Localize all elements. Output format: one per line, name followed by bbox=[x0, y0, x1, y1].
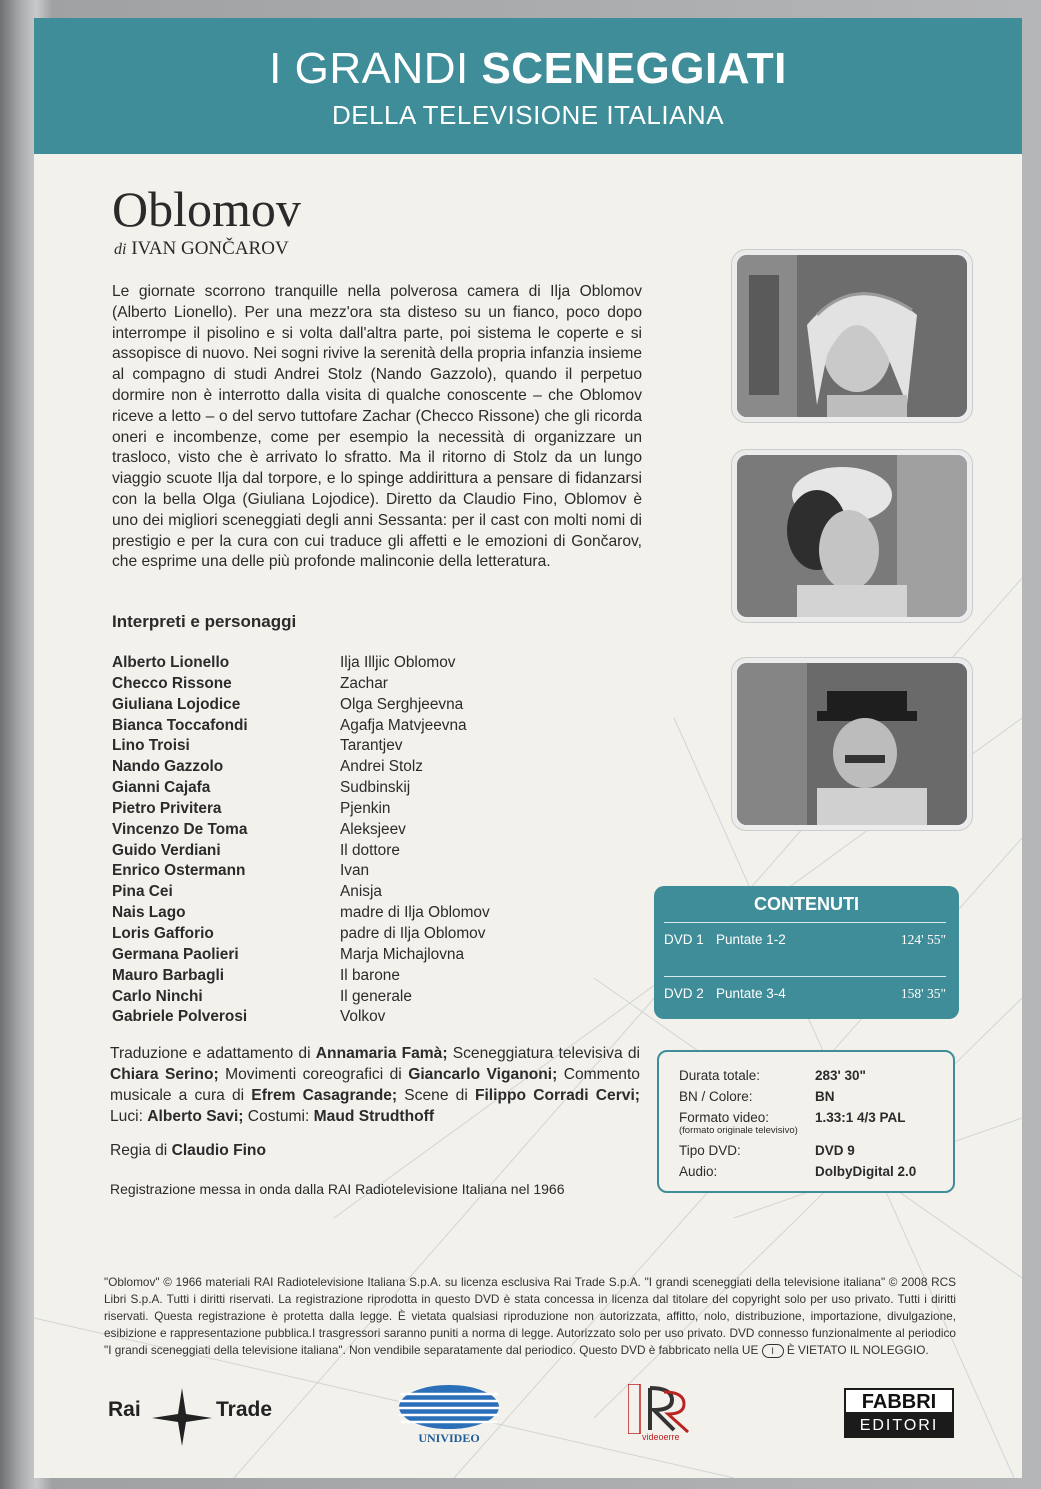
actor-name: Enrico Ostermann bbox=[112, 862, 246, 880]
credit-role: Scene di bbox=[397, 1087, 475, 1104]
character-name: Il barone bbox=[340, 966, 400, 984]
actor-name: Nais Lago bbox=[112, 904, 186, 922]
cast-heading: Interpreti e personaggi bbox=[112, 612, 297, 631]
character-name: Ivan bbox=[340, 862, 370, 880]
actor-name: Gabriele Polverosi bbox=[112, 1008, 248, 1026]
character-name: madre di Ilja Oblomov bbox=[340, 904, 490, 922]
series-title-bold: SCENEGGIATI bbox=[481, 44, 787, 93]
contents-title: CONTENUTI bbox=[754, 894, 859, 914]
actor-name: Loris Gafforio bbox=[112, 924, 214, 942]
credits-paragraph bbox=[110, 1043, 640, 1127]
author-prefix: di bbox=[114, 241, 127, 258]
director-name: Claudio Fino bbox=[171, 1142, 266, 1159]
rai-trade-logo bbox=[108, 1386, 288, 1446]
character-name: Marja Michajlovna bbox=[340, 945, 465, 963]
duration: 124' 55" bbox=[900, 932, 946, 947]
cast-row bbox=[112, 675, 532, 696]
credit-role: Sceneggiatura televisiva di bbox=[447, 1045, 640, 1062]
character-name: Il dottore bbox=[340, 841, 400, 859]
actor-name: Pietro Privitera bbox=[112, 799, 222, 817]
episodes: Puntate 3-4 bbox=[716, 986, 786, 1001]
cast-row bbox=[112, 904, 532, 925]
cast-row bbox=[112, 800, 532, 821]
actor-name: Gianni Cajafa bbox=[112, 779, 211, 797]
cover-sheet bbox=[34, 18, 1022, 1478]
spec-label: Tipo DVD: bbox=[679, 1143, 741, 1158]
broadcast-note: Registrazione messa in onda dalla RAI Radiotelevisione Italiana nel 1966 bbox=[110, 1181, 565, 1197]
actor-name: Mauro Barbagli bbox=[112, 966, 225, 984]
spec-label: BN / Colore: bbox=[679, 1089, 753, 1104]
still-photo-2 bbox=[732, 450, 972, 622]
actor-name: Alberto Lionello bbox=[112, 654, 230, 671]
series-title bbox=[34, 44, 1022, 94]
cast-row bbox=[112, 862, 532, 883]
spec-note: (formato originale televisivo) bbox=[679, 1125, 798, 1136]
actor-name: Carlo Ninchi bbox=[112, 987, 203, 1005]
spec-label: Audio: bbox=[679, 1164, 718, 1179]
videoerre-mark-icon bbox=[628, 1384, 708, 1434]
cast-list bbox=[112, 654, 532, 1029]
character-name: Agafja Matvjeevna bbox=[340, 716, 467, 734]
legal-tail: È VIETATO IL NOLEGGIO. bbox=[786, 1343, 929, 1357]
univideo-logo-text: UNIVIDEO bbox=[418, 1431, 480, 1445]
cast-row bbox=[112, 654, 532, 675]
credit-role: Costumi: bbox=[243, 1108, 314, 1125]
univideo-stripes-icon bbox=[396, 1384, 502, 1430]
actor-name: Giuliana Lojodice bbox=[112, 695, 241, 713]
dvd-number: DVD 1 bbox=[664, 932, 704, 947]
credit-role: Movimenti coreografici di bbox=[218, 1066, 409, 1083]
spec-value: DVD 9 bbox=[815, 1143, 855, 1158]
legal-notice bbox=[104, 1274, 956, 1359]
series-subtitle: DELLA TELEVISIONE ITALIANA bbox=[331, 100, 725, 130]
spec-value: 1.33:1 4/3 PAL bbox=[815, 1110, 906, 1125]
character-name: Olga Serghjeevna bbox=[340, 695, 464, 713]
cast-row bbox=[112, 946, 532, 967]
region-i-icon: I bbox=[762, 1344, 784, 1358]
contents-divider bbox=[664, 922, 946, 923]
still-image-man-hat bbox=[737, 663, 967, 825]
spec-label: Durata totale: bbox=[679, 1068, 761, 1083]
cast-row bbox=[112, 988, 532, 1009]
actor-name: Lino Troisi bbox=[112, 737, 190, 755]
actor-name: Nando Gazzolo bbox=[112, 758, 224, 776]
univideo-logo bbox=[396, 1384, 502, 1446]
character-name: Il generale bbox=[340, 987, 412, 1005]
character-name: Aleksjeev bbox=[340, 820, 406, 838]
actor-name: Bianca Toccafondi bbox=[112, 716, 248, 734]
character-name: Pjenkin bbox=[340, 799, 391, 817]
fabbri-editori-logo bbox=[844, 1388, 954, 1440]
dvd-number: DVD 2 bbox=[664, 986, 704, 1001]
credit-person: Filippo Corradi Cervi; bbox=[474, 1087, 640, 1104]
character-name: padre di Ilja Oblomov bbox=[340, 924, 486, 942]
still-photo-1 bbox=[732, 250, 972, 422]
cast-row bbox=[112, 758, 532, 779]
character-name: Volkov bbox=[340, 1008, 386, 1026]
cast-row bbox=[112, 967, 532, 988]
fabbri-logo-bottom: EDITORI bbox=[844, 1414, 954, 1438]
legal-text: "Oblomov" © 1966 materiali RAI Radiotelevisione Italiana S.p.A. su licenza esclusiva Rai Trade S.p.A. "I grandi sceneggiati della televisione italiana" © 2008 RCS Libri S.p.A. Tutti i diritti riservati. La registrazione riprodotta in questo DVD è stata concessa in licenza dal titolare del copyright solo per uso privato. Tutti i diritti riservati. Questa registrazione è protetta dalla legge. È vietata qualsiasi riproduzione non autorizzata, affitto, nolo, distribuzione, importazione, divulgazione, esibizione e rappresentazione pubblica.I trasgressori saranno puniti a norma di legge. Autorizzato solo per uso privato. DVD connesso funzionalmente al periodico "I grandi sceneggiati della televisione italiana". Non vendibile separatamente dal periodico. Questo DVD è fabbricato nella UE bbox=[104, 1275, 956, 1357]
rai-cross-icon bbox=[152, 1388, 212, 1446]
still-image-woman-headscarf bbox=[737, 255, 967, 417]
credit-person: Annamaria Famà; bbox=[315, 1045, 448, 1062]
actor-name: Pina Cei bbox=[112, 883, 173, 901]
spec-value: BN bbox=[815, 1089, 835, 1104]
credit-person: Efrem Casagrande; bbox=[251, 1087, 398, 1104]
director-label: Regia di bbox=[110, 1142, 168, 1159]
spec-value: 283' 30" bbox=[815, 1068, 866, 1083]
character-name: Tarantjev bbox=[340, 737, 403, 755]
cast-row bbox=[112, 925, 532, 946]
credit-role: Luci: bbox=[110, 1108, 148, 1125]
cast-row bbox=[112, 737, 532, 758]
videoerre-logo-text: videoerre bbox=[642, 1432, 680, 1442]
character-name: Andrei Stolz bbox=[340, 758, 423, 776]
director-line bbox=[110, 1142, 266, 1160]
spec-label: Formato video: bbox=[679, 1110, 770, 1125]
credit-role: Traduzione e adattamento di bbox=[110, 1045, 316, 1062]
character-name: Ilja Illjic Oblomov bbox=[340, 654, 456, 671]
cast-row bbox=[112, 1008, 532, 1029]
credit-person: Giancarlo Viganoni; bbox=[408, 1066, 558, 1083]
film-title: Oblomov bbox=[112, 181, 301, 237]
series-header bbox=[34, 18, 1022, 154]
still-photo-3 bbox=[732, 658, 972, 830]
credit-role: Commento musicale a cura di bbox=[110, 1066, 640, 1104]
contents-box bbox=[654, 886, 959, 1019]
videoerre-logo bbox=[628, 1384, 708, 1446]
credit-person: Chiara Serino; bbox=[110, 1066, 219, 1083]
cast-row bbox=[112, 779, 532, 800]
actor-name: Vincenzo De Toma bbox=[112, 820, 248, 838]
actor-name: Guido Verdiani bbox=[112, 841, 221, 859]
actor-name: Checco Rissone bbox=[112, 674, 232, 692]
series-title-light: I GRANDI bbox=[269, 44, 469, 93]
synopsis: Le giornate scorrono tranquille nella polverosa camera di Ilja Oblomov (Alberto Lionello). Per una mezz'ora sta disteso su un fianco, poco dopo interrompe il pisolino e si volta dall'altra parte, poi sistema le coperte e si assopisce di nuovo. Nei sogni rivive la serenità della propria infanzia insieme al compagno di studi Andrei Stolz (Nando Gazzolo), quando il perpetuo dormire non è interrotto dalla visita di qualche conoscente – che Oblomov riceve a letto – o del servo tuttofare Zachar (Checco Rissone) che gli ricorda oneri e incombenze, come per esempio la necessità di organizzare un trasloco, visto che è arrivato lo sfratto. Ma il ritorno di Stolz da un lungo viaggio scuote Ilja dal torpore, e lo spinge addirittura a pensare di fidanzarsi con la bella Olga (Giuliana Lojodice). Diretto da Claudio Fino, Oblomov è uno dei migliori sceneggiati degli anni Sessanta: per il cast con molti nomi di prestigio e per la cura con cui traduce gli affetti e le emozioni di Gončarov, che esprime una delle più profonde malinconie della letteratura. bbox=[112, 283, 642, 571]
character-name: Anisja bbox=[340, 883, 382, 901]
still-image-woman-flowers bbox=[737, 455, 967, 617]
fabbri-logo-top: FABBRI bbox=[844, 1388, 954, 1414]
duration: 158' 35" bbox=[900, 986, 946, 1001]
technical-specs-box bbox=[657, 1050, 955, 1193]
cast-row bbox=[112, 883, 532, 904]
actor-name: Germana Paolieri bbox=[112, 945, 239, 963]
cast-row bbox=[112, 821, 532, 842]
author-name: IVAN GONČAROV bbox=[131, 238, 289, 259]
cast-row bbox=[112, 696, 532, 717]
character-name: Sudbinskij bbox=[340, 779, 411, 797]
character-name: Zachar bbox=[340, 674, 388, 692]
credit-person: Maud Strudthoff bbox=[313, 1108, 435, 1125]
spec-value: DolbyDigital 2.0 bbox=[815, 1164, 917, 1179]
rai-logo-text: Rai bbox=[108, 1398, 141, 1421]
trade-logo-text: Trade bbox=[216, 1398, 273, 1421]
cast-row bbox=[112, 842, 532, 863]
author-line bbox=[114, 238, 289, 260]
cast-row bbox=[112, 717, 532, 738]
episodes: Puntate 1-2 bbox=[716, 932, 786, 947]
contents-divider bbox=[664, 976, 946, 977]
credit-person: Alberto Savi; bbox=[147, 1108, 244, 1125]
